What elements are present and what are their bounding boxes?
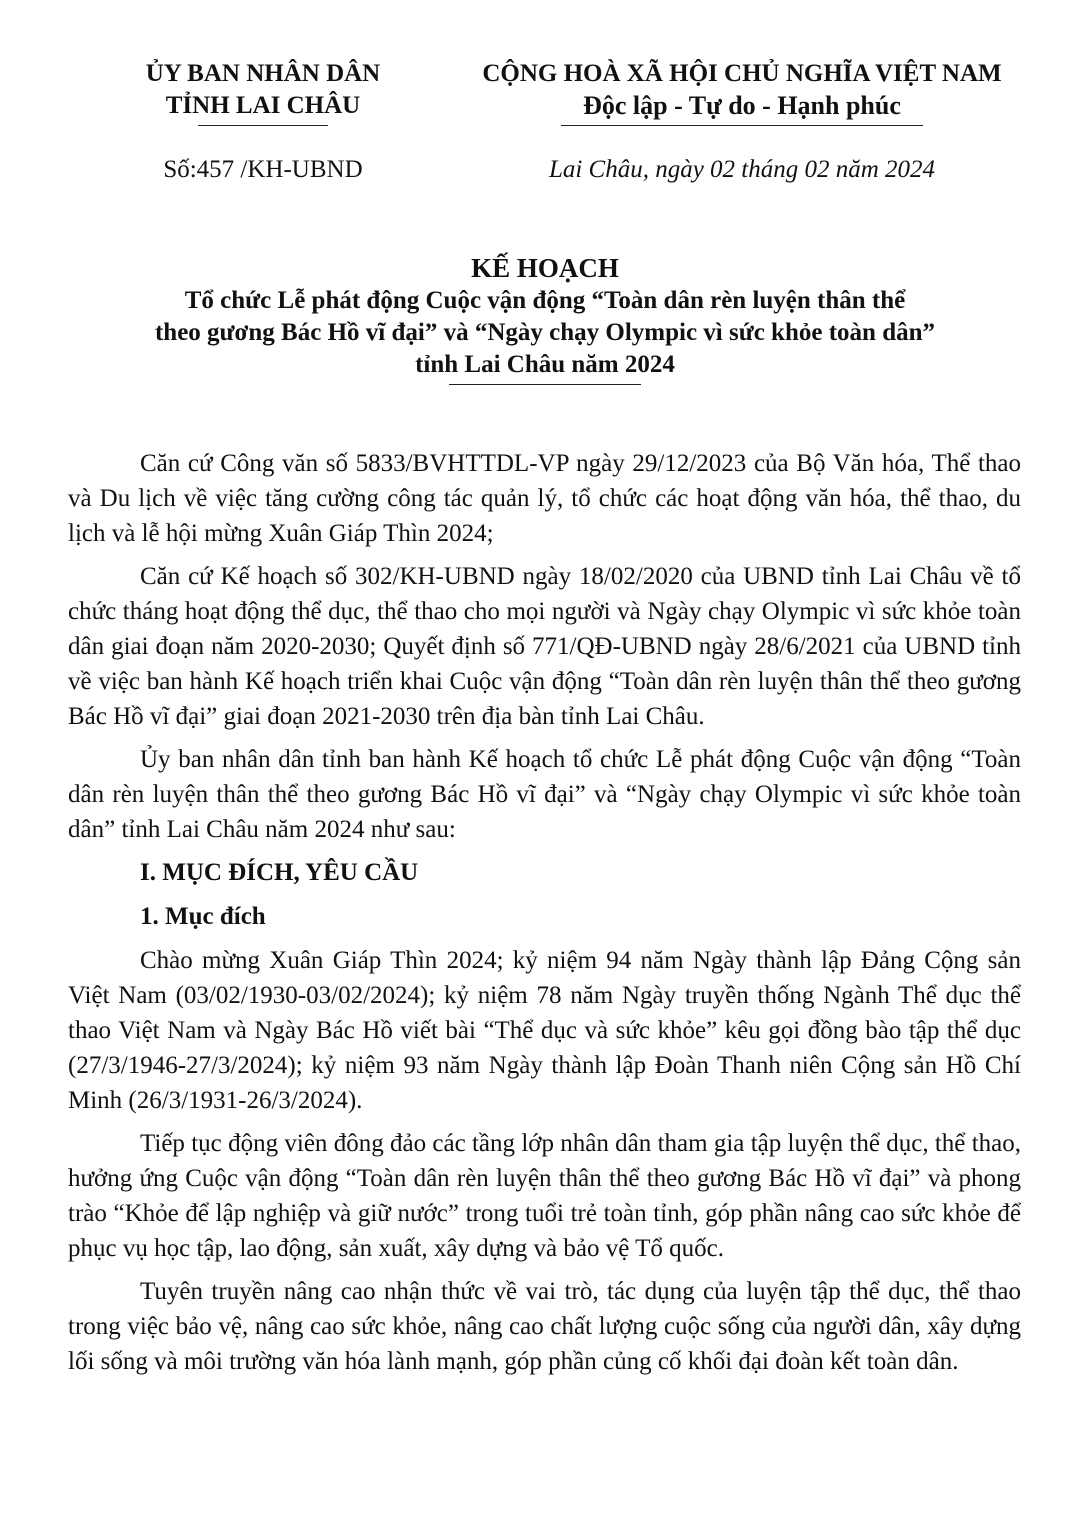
national-header	[448, 58, 1036, 126]
purpose-paragraph-1: Chào mừng Xuân Giáp Thìn 2024; kỷ niệm 94 năm Ngày thành lập Đảng Cộng sản Việt Nam (03/02/1930-03/02/2024); kỷ niệm 78 năm Ngày truyền thống Ngành Thể dục thể thao Việt Nam và Ngày Bác Hồ viết bài “Thể dục và sức khỏe” kêu gọi đồng bào tập thể dục (27/3/1946-27/3/2024); kỷ niệm 93 năm Ngày thành lập Đoàn Thanh niên Cộng sản Hồ Chí Minh (26/3/1931-26/3/2024).	[68, 947, 1021, 1114]
document-title-block	[70, 251, 1020, 385]
purpose-paragraph-2: Tiếp tục động viên đông đảo các tầng lớp nhân dân tham gia tập luyện thể dục, thể thao, hưởng ứng Cuộc vận động “Toàn dân rèn luyện thân thể theo gương Bác Hồ vĩ đại” và phong trào “Khỏe để lập nghiệp và giữ nước” trong tuổi trẻ toàn tỉnh, góp phần nâng cao sức khỏe để phục vụ học tập, lao động, sản xuất, xây dựng và bảo vệ Tổ quốc.	[68, 1130, 1021, 1262]
place-and-date: Lai Châu, ngày 02 tháng 02 năm 2024	[548, 156, 936, 183]
nation-name: CỘNG HOÀ XÃ HỘI CHỦ NGHĨA VIỆT NAM	[482, 60, 1002, 87]
agency-line-2: TỈNH LAI CHÂU	[165, 92, 361, 119]
title-line-3: tỉnh Lai Châu năm 2024	[415, 351, 675, 378]
purpose-paragraph-3: Tuyên truyền nâng cao nhận thức về vai trò, tác dụng của luyện tập thể dục, thể thao trong việc bảo vệ, nâng cao sức khỏe, nâng cao chất lượng cuộc sống của người dân, xây dựng lối sống và môi trường văn hóa lành mạnh, góp phần củng cố khối đại đoàn kết toàn dân.	[68, 1278, 1021, 1375]
agency-line-1: ỦY BAN NHÂN DÂN	[145, 60, 381, 87]
motto-underline	[561, 125, 923, 126]
title-line-2: theo gương Bác Hồ vĩ đại” và “Ngày chạy Olympic vì sức khỏe toàn dân”	[154, 319, 936, 346]
title-underline	[449, 384, 641, 385]
document-number: Số:457 /KH-UBND	[163, 156, 363, 183]
intro-paragraph: Ủy ban nhân dân tỉnh ban hành Kế hoạch tổ chức Lễ phát động Cuộc vận động “Toàn dân rèn luyện thân thể theo gương Bác Hồ vĩ đại” và “Ngày chạy Olympic vì sức khỏe toàn dân” tỉnh Lai Châu năm 2024 như sau:	[68, 746, 1021, 843]
national-motto: Độc lập - Tự do - Hạnh phúc	[583, 91, 901, 120]
issuing-agency	[100, 58, 426, 126]
subsection-heading-1: 1. Mục đích	[140, 903, 266, 930]
document-body	[68, 446, 1021, 1387]
legal-basis-paragraph-1: Căn cứ Công văn số 5833/BVHTTDL-VP ngày 29/12/2023 của Bộ Văn hóa, Thể thao và Du lịch về việc tăng cường công tác quản lý, tổ chức các hoạt động văn hóa, thể thao, du lịch và lễ hội mừng Xuân Giáp Thìn 2024;	[68, 450, 1021, 547]
document-type-title: KẾ HOẠCH	[471, 253, 619, 283]
agency-underline	[198, 125, 328, 126]
legal-basis-paragraph-2: Căn cứ Kế hoạch số 302/KH-UBND ngày 18/02/2020 của UBND tỉnh Lai Châu về tổ chức tháng hoạt động thể dục, thể thao cho mọi người và Ngày chạy Olympic vì sức khỏe toàn dân giai đoạn năm 2020-2030; Quyết định số 771/QĐ-UBND ngày 28/6/2021 của UBND tỉnh về việc ban hành Kế hoạch triển khai Cuộc vận động “Toàn dân rèn luyện thân thể theo gương Bác Hồ vĩ đại” giai đoạn 2021-2030 trên địa bàn tỉnh Lai Châu.	[68, 563, 1021, 730]
title-line-1: Tổ chức Lễ phát động Cuộc vận động “Toàn dân rèn luyện thân thể	[184, 287, 906, 314]
section-heading-1: I. MỤC ĐÍCH, YÊU CẦU	[140, 859, 419, 886]
